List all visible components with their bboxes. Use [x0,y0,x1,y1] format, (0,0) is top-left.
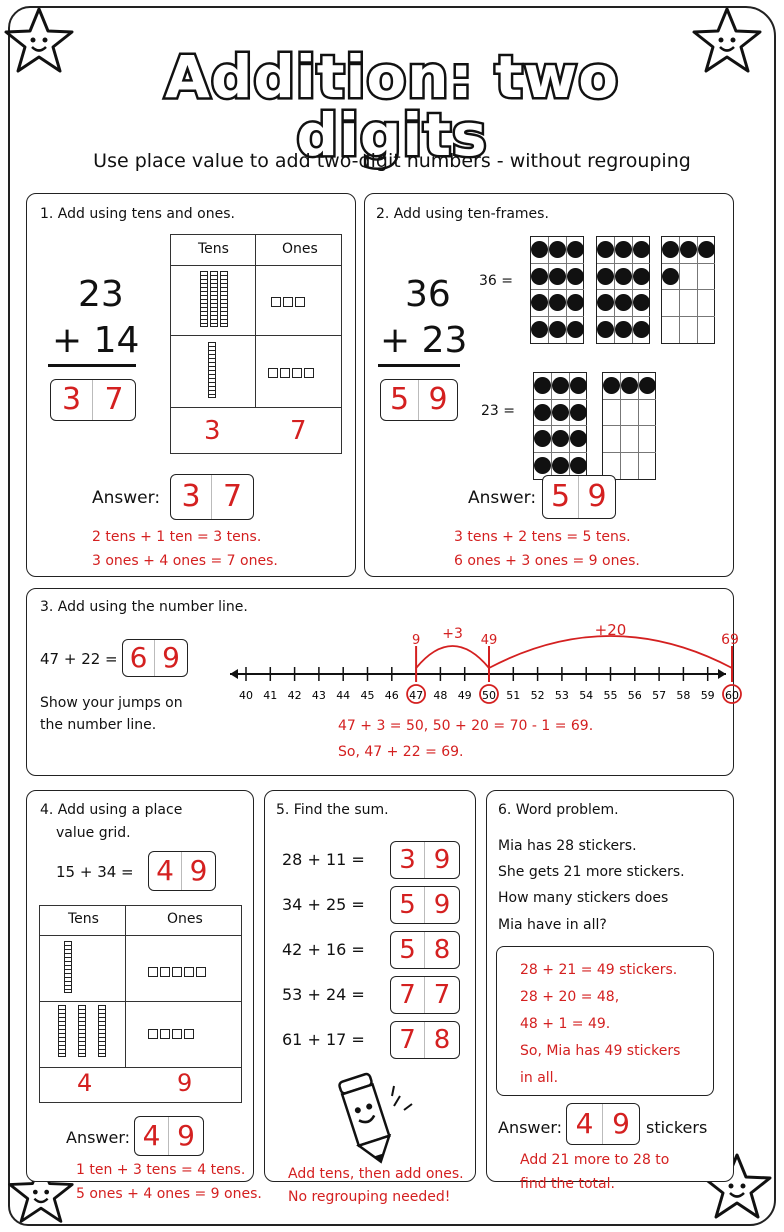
frame-label: 23 = [481,403,515,419]
counter-dot [680,241,697,258]
col-tens-header: Tens [198,241,229,257]
panel-heading: 6. Word problem. [498,802,619,818]
jump-arc [489,636,732,668]
answer-box[interactable] [134,1116,204,1156]
col-ones-header: Ones [167,911,203,927]
tens-total: 4 [77,1069,93,1097]
answer-tens: 4 [567,1104,603,1144]
page-subtitle: Use place value to add two-digit numbers - without regrouping [93,150,691,172]
ten-frame [533,372,587,480]
work-line: 28 + 20 = 48, [520,989,620,1005]
sum-equation: 61 + 17 = [282,1030,365,1049]
panel-heading: 1. Add using tens and ones. [40,206,235,222]
counter-dot [633,321,650,338]
col-tens-header: Tens [68,911,99,927]
col-ones-header: Ones [282,241,318,257]
tip: Add tens, then add ones. [288,1166,464,1182]
counter-dot [597,321,614,338]
result-tens: 4 [149,852,182,890]
frame-label: 36 = [479,273,513,289]
counter-dot [552,377,569,394]
sum-digit: 9 [433,845,451,875]
jump-arc [416,646,489,668]
sum-answer-box[interactable] [390,931,460,969]
star-icon [2,4,76,78]
counter-dot [549,294,566,311]
place-value-table [170,234,342,454]
place-value-table [39,905,242,1103]
question-line: She gets 21 more stickers. [498,864,685,880]
panel-heading: 2. Add using ten-frames. [376,206,549,222]
counter-dot [633,241,650,258]
tick-label: 41 [263,689,278,702]
marker-label: 69 [721,632,739,648]
counter-dot [567,241,584,258]
sum-digit: 8 [433,935,451,965]
pencil-icon [324,1066,414,1166]
question-line: How many stickers does [498,890,669,906]
explanation: 3 tens + 2 tens = 5 tens. [454,529,631,545]
counter-dot [570,457,587,474]
tick-label: 47 [409,689,424,702]
tick-label: 42 [287,689,302,702]
tens-total: 3 [204,416,221,446]
tick-label: 40 [239,689,253,702]
counter-dot [597,241,614,258]
counter-dot [552,404,569,421]
work-line: 48 + 1 = 49. [520,1016,611,1032]
tens-rod [64,941,72,993]
tens-rod [200,271,208,327]
counter-dot [603,377,620,394]
answer-label: Answer: [498,1118,563,1137]
counter-dot [534,404,551,421]
instruction: Show your jumps on the number line. [40,695,183,733]
explanation: 3 ones + 4 ones = 7 ones. [92,553,278,569]
tick-label: 59 [700,689,715,702]
sum-answer-box[interactable] [390,886,460,924]
counter-dot [615,294,632,311]
sum-equation: 34 + 25 = [282,895,365,914]
panel-heading: 4. Add using a place [40,802,183,818]
counter-dot [567,268,584,285]
answer-box[interactable] [566,1103,640,1145]
equation: 47 + 22 = [40,650,118,668]
counter-dot [549,321,566,338]
tick-label: 49 [457,689,472,702]
addend-bottom: + 23 [380,320,468,361]
tens-rod [78,1005,86,1057]
question-line: Mia have in all? [498,917,607,933]
counter-dot [567,321,584,338]
counter-dot [570,377,587,394]
tens-rod [210,271,218,327]
sum-rule [48,364,136,367]
ones-cubes [268,363,316,382]
sum-digit: 5 [391,932,425,968]
tick-label: 43 [311,689,326,702]
ones-cubes [271,292,307,311]
counter-dot [633,294,650,311]
answer-tens: 3 [171,475,212,519]
counter-dot [621,377,638,394]
counter-dot [615,241,632,258]
explanation: 1 ten + 3 tens = 4 tens. [76,1162,246,1178]
answer-unit: stickers [646,1118,708,1137]
arrow-right-icon [718,669,726,679]
answer-tens: 4 [135,1117,169,1155]
addend-bottom: + 14 [52,320,140,361]
counter-dot [615,268,632,285]
tens-rod [220,271,228,327]
ten-frame [602,372,656,480]
hint: Add 21 more to 28 to [520,1152,670,1168]
counter-dot [549,241,566,258]
counter-dot [570,430,587,447]
tens-rod [208,342,216,398]
panel-heading: 5. Find the sum. [276,802,389,818]
counter-dot [531,321,548,338]
counter-dot [531,241,548,258]
ones-cubes [148,1024,196,1043]
answer-label: Answer: [468,488,537,508]
counter-dot [570,404,587,421]
tip: No regrouping needed! [288,1189,451,1205]
answer-label: Answer: [92,488,161,508]
result-box[interactable] [380,379,458,421]
sum-digit: 9 [433,890,451,920]
counter-dot [633,268,650,285]
work-line: in all. [520,1070,559,1086]
number-line [226,618,739,708]
answer-ones: 7 [222,479,243,514]
ones-total: 7 [290,416,307,446]
ones-total: 9 [177,1069,193,1097]
sum-answer-box[interactable] [390,976,460,1014]
result-tens: 5 [381,380,419,420]
equation: 15 + 34 = [56,863,134,881]
explanation: So, 47 + 22 = 69. [338,744,464,760]
tick-label: 52 [530,689,545,702]
work-line: 28 + 21 = 49 stickers. [520,962,678,978]
answer-ones: 9 [612,1107,630,1140]
sum-rule [378,364,460,367]
answer-tens: 5 [543,476,579,518]
counter-dot [534,377,551,394]
addend-top: 36 [405,274,451,315]
answer-label: Answer: [66,1128,131,1147]
marker-label: 49 [480,633,498,648]
sum-equation: 42 + 16 = [282,940,365,959]
marker-label: 9 [411,633,421,648]
jump-label: +3 [442,626,463,642]
counter-dot [639,377,656,394]
tick-label: 54 [579,689,594,702]
ten-frame [530,236,584,344]
page-title: Addition: two digits [164,43,620,169]
result-ones: 9 [428,382,448,417]
result-box[interactable] [148,851,216,891]
answer-ones: 9 [177,1119,195,1152]
counter-dot [531,294,548,311]
work-line: So, Mia has 49 stickers [520,1043,681,1059]
tick-label: 57 [652,689,667,702]
tick-label: 51 [506,689,521,702]
sum-digit: 7 [391,1022,425,1058]
sum-digit: 7 [391,977,425,1013]
counter-dot [662,241,679,258]
panel-heading: 3. Add using the number line. [40,599,248,615]
tens-rod [58,1005,66,1057]
tick-label: 58 [676,689,691,702]
tick-label: 53 [554,689,569,702]
tick-label: 44 [336,689,351,702]
counter-dot [597,294,614,311]
counter-dot [534,457,551,474]
counter-dot [534,430,551,447]
hint: find the total. [520,1176,615,1192]
explanation: 2 tens + 1 ten = 3 tens. [92,529,262,545]
result-ones: 9 [189,854,208,887]
ones-cubes [148,962,208,981]
sum-digit: 8 [433,1025,451,1055]
sum-answer-box[interactable] [390,1021,460,1059]
arrow-left-icon [230,669,238,679]
counter-dot [567,294,584,311]
tick-label: 56 [627,689,642,702]
tick-label: 60 [725,689,739,702]
tick-label: 48 [433,689,448,702]
tens-rod [98,1005,106,1057]
tick-label: 45 [360,689,375,702]
counter-dot [552,430,569,447]
sum-equation: 53 + 24 = [282,985,365,1004]
explanation: 5 ones + 4 ones = 9 ones. [76,1186,262,1202]
explanation: 6 ones + 3 ones = 9 ones. [454,553,640,569]
answer-box[interactable] [170,474,254,520]
result-ones: 7 [104,382,124,417]
question-line: Mia has 28 stickers. [498,838,637,854]
answer-box[interactable] [542,475,616,519]
counter-dot [552,457,569,474]
sum-digit: 5 [391,887,425,923]
answer-ones: 9 [587,479,607,514]
tick-label: 55 [603,689,618,702]
result-box[interactable] [50,379,136,421]
explanation: 47 + 3 = 50, 50 + 20 = 70 - 1 = 69. [338,718,594,734]
counter-dot [531,268,548,285]
result-box[interactable] [122,639,188,677]
tick-label: 46 [384,689,399,702]
sum-answer-box[interactable] [390,841,460,879]
result-tens: 3 [51,380,93,420]
sum-digit: 3 [391,842,425,878]
tick-label: 50 [482,689,496,702]
counter-dot [549,268,566,285]
result-ones: 9 [162,641,180,674]
panel-heading: value grid. [56,825,131,841]
sum-equation: 28 + 11 = [282,850,365,869]
ten-frame [596,236,650,344]
ten-frame [661,236,715,344]
counter-dot [615,321,632,338]
result-tens: 6 [123,640,155,676]
jump-label: +20 [594,621,627,639]
sum-digit: 7 [433,980,451,1010]
addend-top: 23 [78,274,124,315]
counter-dot [662,268,679,285]
counter-dot [597,268,614,285]
counter-dot [698,241,715,258]
